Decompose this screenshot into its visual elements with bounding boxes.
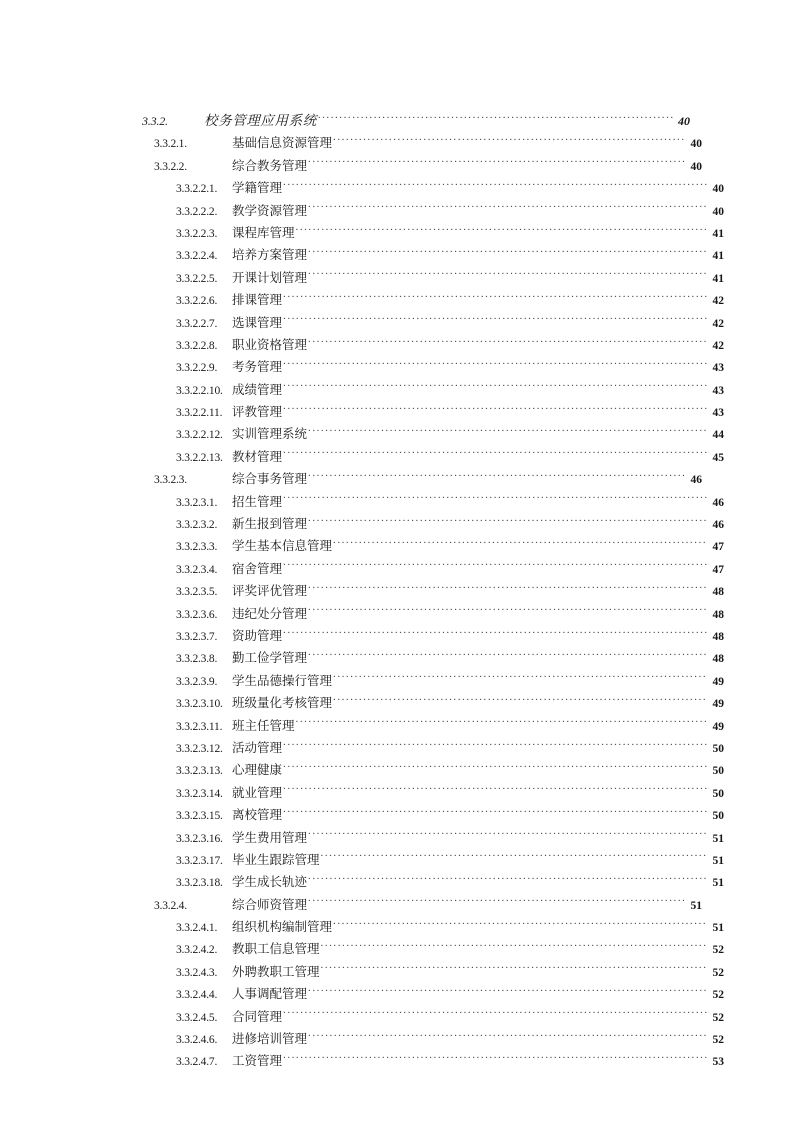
- toc-entry-title[interactable]: 人事调配管理: [232, 987, 308, 1002]
- toc-dot-leader: [283, 492, 707, 506]
- toc-entry-number: 3.3.2.3.18.: [176, 877, 223, 890]
- toc-entry-number: 3.3.2.4.7.: [176, 1056, 218, 1069]
- toc-entry-title[interactable]: 实训管理系统: [232, 427, 308, 442]
- toc-dot-leader: [321, 850, 707, 864]
- toc-entry-number: 3.3.2.2.13.: [176, 451, 223, 464]
- toc-dot-leader: [283, 290, 707, 304]
- toc-entry-page-number: 49: [712, 698, 724, 711]
- toc-entry[interactable]: [142, 647, 724, 669]
- toc-entry-title[interactable]: 学生费用管理: [232, 830, 308, 845]
- toc-dot-leader: [321, 962, 707, 976]
- toc-entry-page-number: 41: [712, 272, 724, 285]
- toc-entry[interactable]: [142, 871, 724, 893]
- toc-entry-title[interactable]: 合同管理: [232, 1009, 283, 1024]
- toc-entry[interactable]: [142, 200, 724, 222]
- toc-entry-number: 3.3.2.2.4.: [176, 250, 218, 263]
- toc-entry-page-number: 47: [712, 541, 724, 554]
- toc-entry-page-number: 40: [678, 114, 690, 128]
- toc-dot-leader: [308, 984, 707, 998]
- toc-entry-page-number: 45: [712, 451, 724, 464]
- toc-entry-page-number: 43: [712, 362, 724, 375]
- toc-entry-title[interactable]: 综合师资管理: [232, 897, 308, 912]
- toc-entry[interactable]: [142, 580, 724, 602]
- toc-entry-page-number: 41: [712, 250, 724, 263]
- toc-entry-number: 3.3.2.2.7.: [176, 317, 218, 330]
- toc-entry-number: 3.3.2.3.: [154, 474, 187, 487]
- toc-entry-title[interactable]: 外聘教职工管理: [232, 964, 320, 979]
- toc-dot-leader: [333, 133, 685, 147]
- toc-entry-page-number: 53: [712, 1056, 724, 1069]
- toc-entry-title[interactable]: 班级量化考核管理: [232, 696, 333, 711]
- toc-entry[interactable]: [142, 244, 724, 266]
- toc-entry-title[interactable]: 校务管理应用系统: [204, 113, 317, 128]
- toc-entry-page-number: 51: [712, 854, 724, 867]
- toc-entry-number: 3.3.2.2.9.: [176, 362, 218, 375]
- toc-dot-leader: [308, 1029, 707, 1043]
- toc-entry[interactable]: [142, 513, 724, 535]
- toc-entry-number: 3.3.2.3.9.: [176, 675, 218, 688]
- toc-dot-leader: [318, 111, 673, 125]
- toc-entry[interactable]: [142, 446, 724, 468]
- toc-entry-page-number: 43: [712, 407, 724, 420]
- toc-entry[interactable]: [142, 670, 724, 692]
- toc-entry-number: 3.3.2.4.: [154, 899, 187, 912]
- toc-dot-leader: [308, 514, 707, 528]
- toc-entry-page-number: 51: [712, 877, 724, 890]
- toc-entry-page-number: 41: [712, 227, 724, 240]
- table-of-contents: [142, 110, 724, 1073]
- toc-dot-leader: [308, 469, 685, 483]
- toc-entry-number: 3.3.2.3.10.: [176, 698, 223, 711]
- toc-entry-number: 3.3.2.3.14.: [176, 787, 223, 800]
- toc-dot-leader: [308, 245, 707, 259]
- toc-entry-page-number: 50: [712, 787, 724, 800]
- toc-dot-leader: [333, 536, 707, 550]
- toc-entry-number: 3.3.2.3.4.: [176, 563, 218, 576]
- toc-entry-title[interactable]: 课程库管理: [232, 225, 295, 240]
- toc-dot-leader: [283, 357, 707, 371]
- toc-entry[interactable]: [142, 289, 724, 311]
- toc-dot-leader: [283, 738, 707, 752]
- toc-entry-page-number: 51: [712, 832, 724, 845]
- toc-entry[interactable]: [142, 804, 724, 826]
- toc-dot-leader: [308, 604, 707, 618]
- toc-entry-number: 3.3.2.3.8.: [176, 653, 218, 666]
- toc-dot-leader: [333, 693, 707, 707]
- toc-entry-number: 3.3.2.2.2.: [176, 205, 218, 218]
- toc-entry-number: 3.3.2.3.2.: [176, 519, 218, 532]
- toc-dot-leader: [296, 223, 707, 237]
- toc-entry-page-number: 46: [712, 496, 724, 509]
- toc-entry-title[interactable]: 心理健康: [232, 763, 283, 778]
- toc-entry[interactable]: [142, 535, 724, 557]
- toc-entry[interactable]: [142, 603, 724, 625]
- toc-entry[interactable]: [142, 1028, 724, 1050]
- toc-dot-leader: [283, 447, 707, 461]
- toc-entry-title[interactable]: 学生基本信息管理: [232, 539, 333, 554]
- toc-entry-page-number: 40: [690, 138, 702, 151]
- toc-entry-number: 3.3.2.2.3.: [176, 227, 218, 240]
- toc-entry-page-number: 50: [712, 810, 724, 823]
- toc-entry-page-number: 48: [712, 608, 724, 621]
- toc-entry-number: 3.3.2.2.11.: [176, 407, 223, 420]
- toc-entry-number: 3.3.2.3.13.: [176, 765, 223, 778]
- toc-entry-title[interactable]: 勤工俭学管理: [232, 651, 308, 666]
- toc-entry-number: 3.3.2.2.6.: [176, 295, 218, 308]
- toc-dot-leader: [308, 895, 685, 909]
- toc-dot-leader: [296, 716, 707, 730]
- toc-entry[interactable]: [142, 894, 702, 916]
- toc-dot-leader: [283, 402, 707, 416]
- toc-entry-page-number: 43: [712, 384, 724, 397]
- toc-entry[interactable]: [142, 737, 724, 759]
- toc-entry-title[interactable]: 综合事务管理: [232, 472, 308, 487]
- toc-entry-title[interactable]: 进修培训管理: [232, 1032, 308, 1047]
- toc-entry-page-number: 52: [712, 1011, 724, 1024]
- toc-dot-leader: [308, 268, 707, 282]
- toc-entry-number: 3.3.2.4.4.: [176, 989, 218, 1002]
- toc-entry-title[interactable]: 新生报到管理: [232, 517, 308, 532]
- toc-entry-title[interactable]: 基础信息资源管理: [232, 136, 333, 151]
- toc-entry-number: 3.3.2.4.6.: [176, 1034, 218, 1047]
- toc-entry[interactable]: [142, 961, 724, 983]
- toc-entry[interactable]: [142, 177, 724, 199]
- toc-entry[interactable]: [142, 827, 724, 849]
- toc-entry[interactable]: [142, 692, 724, 714]
- toc-entry-page-number: 52: [712, 944, 724, 957]
- toc-entry[interactable]: [142, 782, 724, 804]
- toc-entry-title[interactable]: 评教管理: [232, 405, 283, 420]
- toc-dot-leader: [283, 559, 707, 573]
- toc-entry[interactable]: [142, 715, 724, 737]
- toc-entry-title[interactable]: 考务管理: [232, 360, 283, 375]
- toc-entry[interactable]: [142, 401, 724, 423]
- toc-entry[interactable]: [142, 916, 724, 938]
- toc-entry[interactable]: [142, 468, 702, 490]
- toc-entry-page-number: 46: [690, 474, 702, 487]
- toc-entry-title[interactable]: 组织机构编制管理: [232, 920, 333, 935]
- toc-dot-leader: [283, 760, 707, 774]
- toc-entry-page-number: 40: [712, 205, 724, 218]
- toc-entry[interactable]: [142, 1050, 724, 1072]
- toc-entry-page-number: 42: [712, 317, 724, 330]
- toc-entry-page-number: 52: [712, 966, 724, 979]
- toc-entry-number: 3.3.2.3.1.: [176, 496, 218, 509]
- toc-entry[interactable]: [142, 759, 724, 781]
- toc-dot-leader: [283, 626, 707, 640]
- toc-entry-title[interactable]: 培养方案管理: [232, 248, 308, 263]
- toc-entry-title[interactable]: 学生成长轨迹: [232, 875, 308, 890]
- toc-entry-title[interactable]: 教职工信息管理: [232, 942, 320, 957]
- toc-entry-title[interactable]: 综合教务管理: [232, 158, 308, 173]
- toc-entry-number: 3.3.2.3.5.: [176, 586, 218, 599]
- toc-entry-page-number: 40: [690, 160, 702, 173]
- toc-entry-number: 3.3.2.2.5.: [176, 272, 218, 285]
- toc-dot-leader: [283, 178, 707, 192]
- toc-entry-number: 3.3.2.3.6.: [176, 608, 218, 621]
- toc-entry-page-number: 50: [712, 765, 724, 778]
- toc-dot-leader: [283, 805, 707, 819]
- toc-entry[interactable]: [142, 423, 724, 445]
- toc-entry-title[interactable]: 开课计划管理: [232, 270, 308, 285]
- toc-dot-leader: [308, 335, 707, 349]
- toc-entry-title[interactable]: 宿舍管理: [232, 561, 283, 576]
- toc-entry-title[interactable]: 资助管理: [232, 628, 283, 643]
- toc-entry[interactable]: [142, 1006, 724, 1028]
- toc-entry-number: 3.3.2.3.7.: [176, 630, 218, 643]
- toc-entry[interactable]: [142, 491, 724, 513]
- toc-entry[interactable]: [142, 356, 724, 378]
- toc-entry[interactable]: [142, 379, 724, 401]
- toc-entry[interactable]: [142, 312, 724, 334]
- toc-entry-number: 3.3.2.2.: [154, 160, 187, 173]
- toc-entry-number: 3.3.2.4.2.: [176, 944, 218, 957]
- toc-dot-leader: [321, 939, 707, 953]
- toc-entry-title[interactable]: 工资管理: [232, 1054, 283, 1069]
- toc-entry-page-number: 51: [690, 899, 702, 912]
- toc-entry-page-number: 40: [712, 183, 724, 196]
- toc-entry-title[interactable]: 教学资源管理: [232, 203, 308, 218]
- toc-dot-leader: [308, 424, 707, 438]
- toc-entry-page-number: 51: [712, 922, 724, 935]
- toc-entry-number: 3.3.2.2.10.: [176, 384, 223, 397]
- toc-entry-title[interactable]: 毕业生跟踪管理: [232, 852, 320, 867]
- toc-entry-page-number: 52: [712, 1034, 724, 1047]
- toc-entry-page-number: 48: [712, 653, 724, 666]
- toc-entry-number: 3.3.2.3.15.: [176, 810, 223, 823]
- toc-dot-leader: [283, 783, 707, 797]
- toc-entry[interactable]: [142, 267, 724, 289]
- toc-entry-title[interactable]: 教材管理: [232, 449, 283, 464]
- toc-entry-page-number: 47: [712, 563, 724, 576]
- toc-dot-leader: [283, 313, 707, 327]
- toc-entry[interactable]: [142, 625, 724, 647]
- toc-entry[interactable]: [142, 132, 702, 154]
- toc-dot-leader: [308, 872, 707, 886]
- toc-dot-leader: [308, 201, 707, 215]
- toc-entry-page-number: 49: [712, 675, 724, 688]
- toc-dot-leader: [283, 380, 707, 394]
- toc-entry-page-number: 48: [712, 586, 724, 599]
- toc-entry[interactable]: [142, 938, 724, 960]
- toc-entry-number: 3.3.2.4.3.: [176, 966, 218, 979]
- toc-entry-title[interactable]: 学籍管理: [232, 181, 283, 196]
- toc-entry[interactable]: [142, 849, 724, 871]
- toc-entry[interactable]: [142, 983, 724, 1005]
- toc-entry-title[interactable]: 选课管理: [232, 315, 283, 330]
- toc-entry-number: 3.3.2.3.17.: [176, 854, 223, 867]
- toc-entry-title[interactable]: 班主任管理: [232, 718, 295, 733]
- toc-entry-page-number: 48: [712, 630, 724, 643]
- toc-dot-leader: [308, 828, 707, 842]
- toc-entry-page-number: 50: [712, 742, 724, 755]
- toc-entry-title[interactable]: 活动管理: [232, 740, 283, 755]
- toc-entry-number: 3.3.2.2.8.: [176, 339, 218, 352]
- toc-entry-number: 3.3.2.3.12.: [176, 742, 223, 755]
- toc-entry-title[interactable]: 违纪处分管理: [232, 606, 308, 621]
- toc-entry-page-number: 52: [712, 989, 724, 1002]
- toc-entry-number: 3.3.2.2.1.: [176, 183, 218, 196]
- toc-dot-leader: [333, 671, 707, 685]
- toc-entry-title[interactable]: 评奖评优管理: [232, 584, 308, 599]
- toc-entry-number: 3.3.2.3.11.: [176, 720, 223, 733]
- toc-dot-leader: [283, 1007, 707, 1021]
- toc-entry[interactable]: [142, 222, 724, 244]
- toc-dot-leader: [308, 581, 707, 595]
- toc-entry-page-number: 44: [712, 429, 724, 442]
- toc-entry-title[interactable]: 招生管理: [232, 494, 283, 509]
- toc-entry-number: 3.3.2.3.16.: [176, 832, 223, 845]
- toc-entry[interactable]: [142, 334, 724, 356]
- toc-entry-title[interactable]: 学生品德操行管理: [232, 673, 333, 688]
- toc-entry-title[interactable]: 排课管理: [232, 293, 283, 308]
- toc-entry-number: 3.3.2.4.1.: [176, 922, 218, 935]
- toc-entry-number: 3.3.2.: [142, 114, 168, 128]
- toc-dot-leader: [308, 156, 685, 170]
- toc-entry-page-number: 49: [712, 720, 724, 733]
- toc-entry[interactable]: [142, 155, 702, 177]
- toc-entry-title[interactable]: 就业管理: [232, 785, 283, 800]
- toc-entry-title[interactable]: 离校管理: [232, 808, 283, 823]
- toc-entry-page-number: 42: [712, 295, 724, 308]
- toc-entry-title[interactable]: 职业资格管理: [232, 337, 308, 352]
- toc-entry-page-number: 42: [712, 339, 724, 352]
- toc-entry-page-number: 46: [712, 519, 724, 532]
- toc-entry-title[interactable]: 成绩管理: [232, 382, 283, 397]
- toc-dot-leader: [308, 648, 707, 662]
- toc-entry-number: 3.3.2.2.12.: [176, 429, 223, 442]
- toc-entry[interactable]: [142, 558, 724, 580]
- toc-entry-number: 3.3.2.1.: [154, 138, 187, 151]
- toc-dot-leader: [283, 1051, 707, 1065]
- toc-entry[interactable]: [142, 110, 690, 132]
- toc-dot-leader: [333, 917, 707, 931]
- toc-entry-number: 3.3.2.3.3.: [176, 541, 218, 554]
- toc-entry-number: 3.3.2.4.5.: [176, 1011, 218, 1024]
